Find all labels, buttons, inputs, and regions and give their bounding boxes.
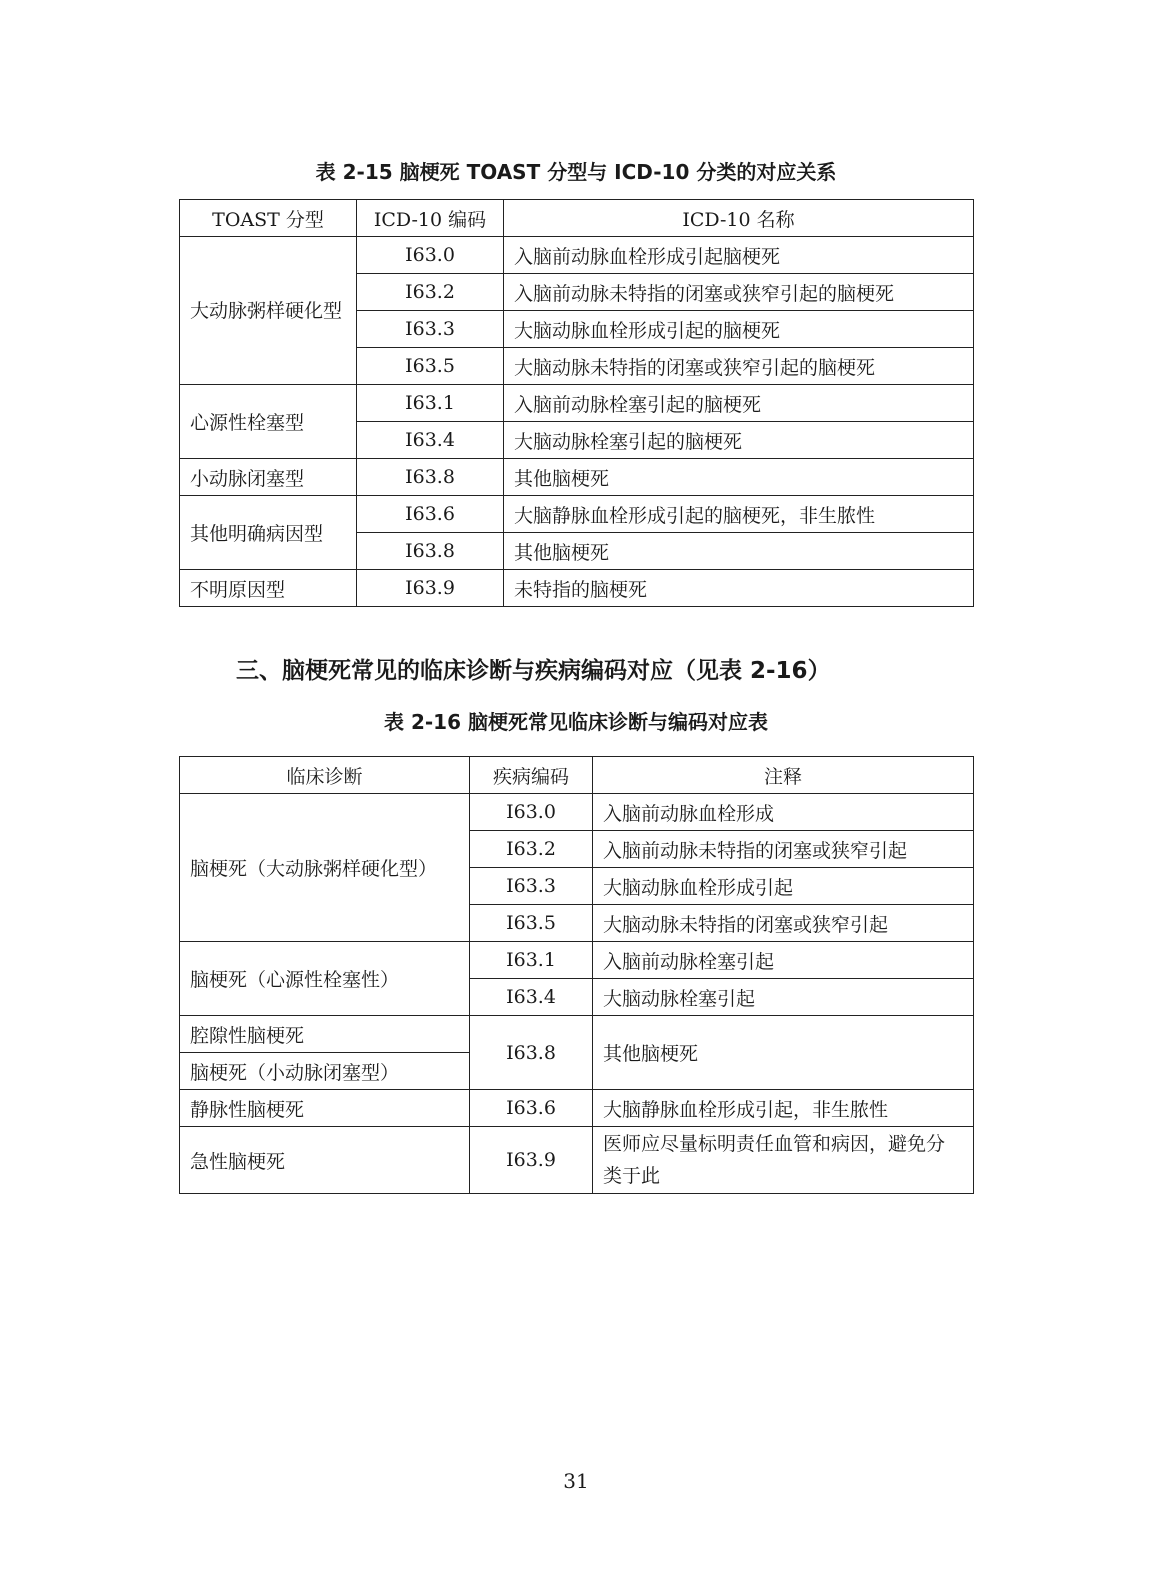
diagnosis-cell: 脑梗死（心源性栓塞性） [180,942,470,1016]
note-cell: 医师应尽量标明责任血管和病因，避免分类于此 [593,1127,974,1194]
column-header-disease-code: 疾病编码 [470,757,593,794]
icd10-name-cell: 大脑动脉栓塞引起的脑梗死 [504,422,974,459]
note-cell: 入脑前动脉血栓形成 [593,794,974,831]
toast-type-cell: 小动脉闭塞型 [180,459,357,496]
diagnosis-cell: 脑梗死（大动脉粥样硬化型） [180,794,470,942]
section-heading: 三、脑梗死常见的临床诊断与疾病编码对应（见表 2-16） [236,658,831,684]
icd10-name-cell: 入脑前动脉栓塞引起的脑梗死 [504,385,974,422]
disease-code-cell: I63.5 [470,905,593,942]
disease-code-cell: I63.1 [470,942,593,979]
table-row [180,570,974,607]
column-header-icd10-code: ICD-10 编码 [357,200,504,237]
note-cell: 大脑动脉未特指的闭塞或狭窄引起 [593,905,974,942]
column-header-icd10-name: ICD-10 名称 [504,200,974,237]
table-row [180,1090,974,1127]
table-row [180,1016,974,1053]
table-row [180,459,974,496]
icd10-name-cell: 未特指的脑梗死 [504,570,974,607]
icd10-code-cell: I63.6 [357,496,504,533]
table-row [180,496,974,533]
note-cell: 大脑动脉血栓形成引起 [593,868,974,905]
toast-type-cell: 其他明确病因型 [180,496,357,570]
disease-code-cell: I63.6 [470,1090,593,1127]
clinical-diagnosis-code-table [179,756,974,1194]
note-cell: 入脑前动脉未特指的闭塞或狭窄引起 [593,831,974,868]
table-row [180,942,974,979]
disease-code-cell: I63.3 [470,868,593,905]
icd10-code-cell: I63.8 [357,533,504,570]
icd10-name-cell: 其他脑梗死 [504,459,974,496]
table-row [180,385,974,422]
diagnosis-cell: 急性脑梗死 [180,1127,470,1194]
toast-type-cell: 不明原因型 [180,570,357,607]
icd10-code-cell: I63.5 [357,348,504,385]
column-header-toast-type: TOAST 分型 [180,200,357,237]
icd10-code-cell: I63.1 [357,385,504,422]
diagnosis-cell: 静脉性脑梗死 [180,1090,470,1127]
icd10-code-cell: I63.8 [357,459,504,496]
disease-code-cell: I63.2 [470,831,593,868]
icd10-name-cell: 其他脑梗死 [504,533,974,570]
icd10-name-cell: 入脑前动脉血栓形成引起脑梗死 [504,237,974,274]
disease-code-cell: I63.9 [470,1127,593,1194]
note-cell: 入脑前动脉栓塞引起 [593,942,974,979]
icd10-code-cell: I63.9 [357,570,504,607]
icd10-name-cell: 大脑动脉未特指的闭塞或狭窄引起的脑梗死 [504,348,974,385]
disease-code-cell: I63.8 [470,1016,593,1090]
icd10-name-cell: 大脑静脉血栓形成引起的脑梗死，非生脓性 [504,496,974,533]
table-2-16-caption: 表 2-16 脑梗死常见临床诊断与编码对应表 [384,710,768,734]
note-cell: 大脑静脉血栓形成引起，非生脓性 [593,1090,974,1127]
icd10-code-cell: I63.2 [357,274,504,311]
note-cell: 大脑动脉栓塞引起 [593,979,974,1016]
diagnosis-cell: 脑梗死（小动脉闭塞型） [180,1053,470,1090]
icd10-name-cell: 入脑前动脉未特指的闭塞或狭窄引起的脑梗死 [504,274,974,311]
icd10-code-cell: I63.3 [357,311,504,348]
column-header-clinical-diagnosis: 临床诊断 [180,757,470,794]
toast-type-cell: 心源性栓塞型 [180,385,357,459]
disease-code-cell: I63.4 [470,979,593,1016]
table-2-15-caption: 表 2-15 脑梗死 TOAST 分型与 ICD-10 分类的对应关系 [315,160,837,184]
toast-icd10-table [179,199,974,607]
toast-type-cell: 大动脉粥样硬化型 [180,237,357,385]
icd10-name-cell: 大脑动脉血栓形成引起的脑梗死 [504,311,974,348]
note-cell: 其他脑梗死 [593,1016,974,1090]
table-row [180,794,974,831]
icd10-code-cell: I63.0 [357,237,504,274]
table-row [180,237,974,274]
page-number: 31 [563,1469,589,1493]
table-row [180,1127,974,1194]
disease-code-cell: I63.0 [470,794,593,831]
icd10-code-cell: I63.4 [357,422,504,459]
diagnosis-cell: 腔隙性脑梗死 [180,1016,470,1053]
column-header-note: 注释 [593,757,974,794]
